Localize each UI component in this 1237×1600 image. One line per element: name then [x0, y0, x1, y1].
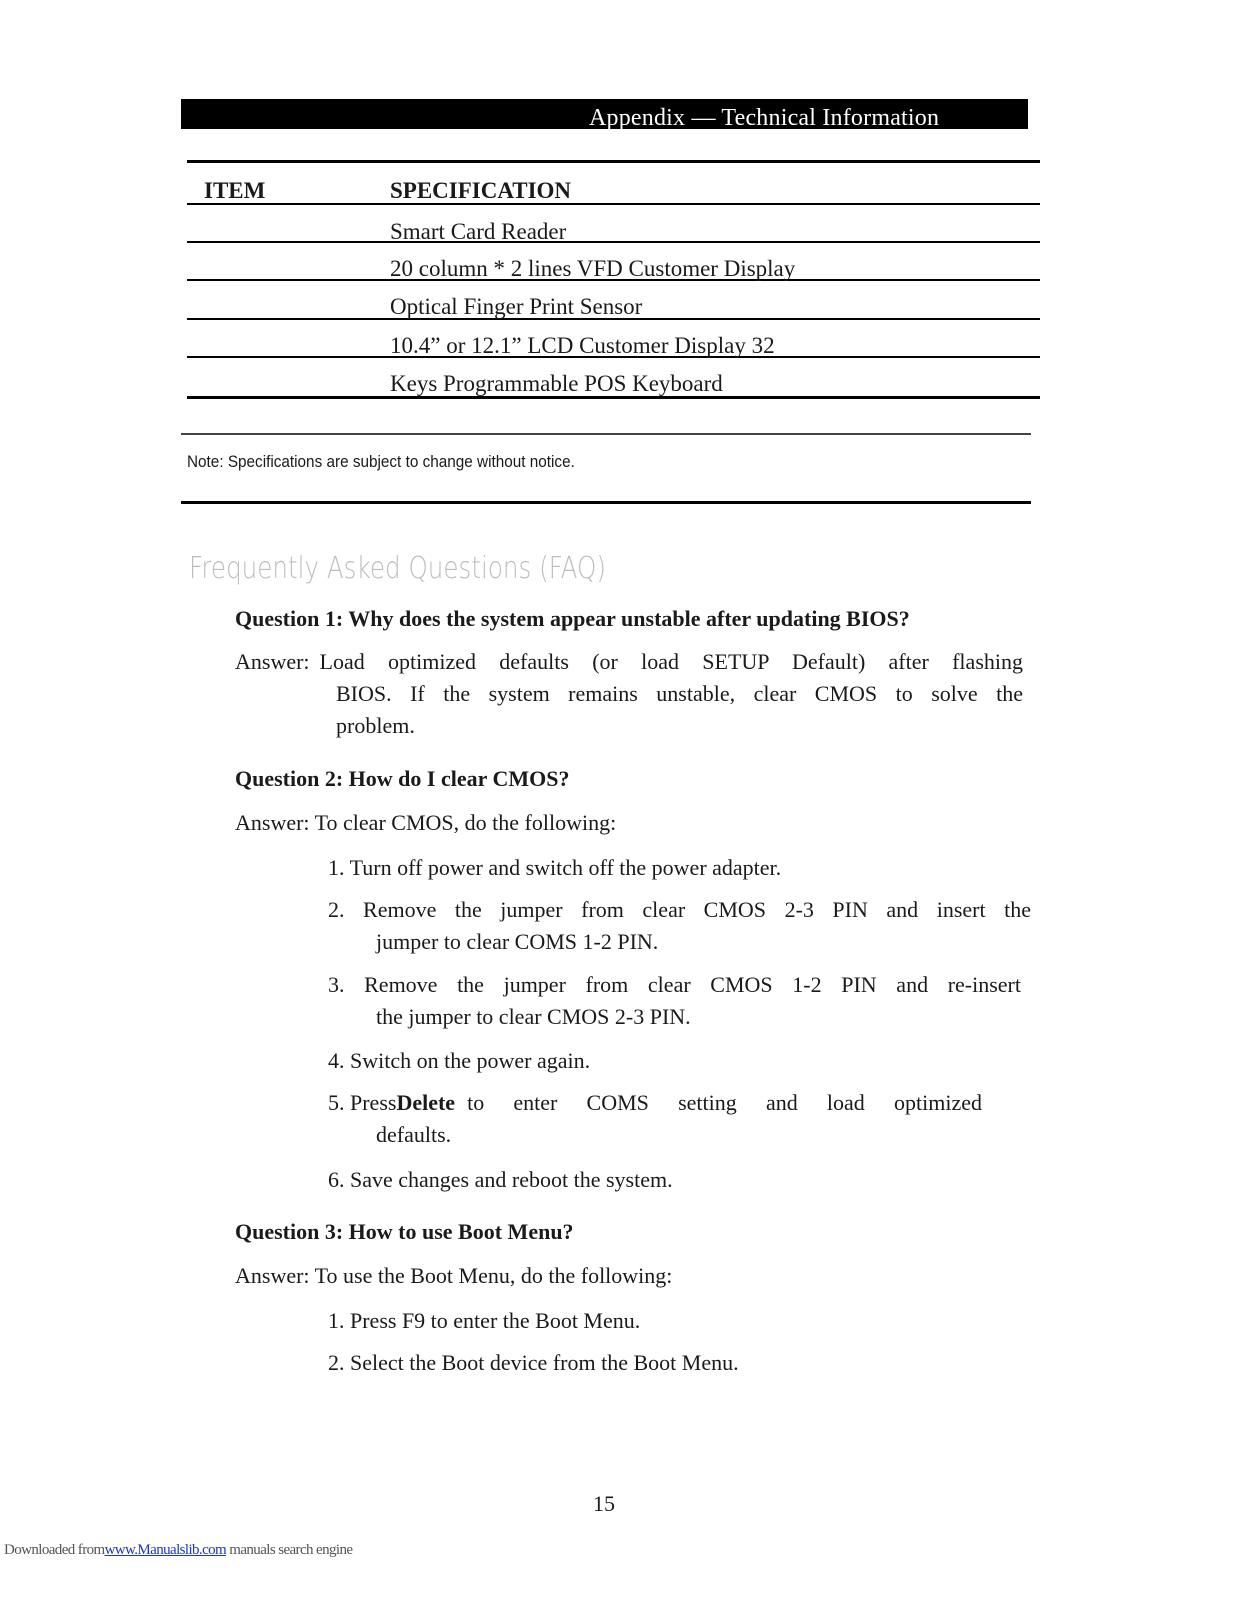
- step-text-cont: defaults.: [376, 1122, 452, 1147]
- list-item: [328, 969, 1021, 1033]
- table-header-rule: [187, 203, 1040, 205]
- step-text: 2. Remove the jumper from clear CMOS 2-3 PIN and insert the: [328, 897, 1031, 922]
- footer-prefix: Downloaded from: [4, 1542, 105, 1558]
- list-item: [328, 1164, 888, 1196]
- faq-heading: Frequently Asked Questions (FAQ): [189, 551, 606, 586]
- manualslib-link[interactable]: www.Manualslib.com: [104, 1542, 227, 1558]
- header-bar: [181, 99, 1028, 129]
- footer: [4, 1542, 352, 1559]
- spec-row: 10.4” or 12.1” LCD Customer Display 32: [390, 333, 775, 358]
- answer-1-line3: problem.: [336, 713, 415, 738]
- step-text-cont: the jumper to clear CMOS 2-3 PIN.: [376, 1004, 691, 1029]
- list-item: [328, 894, 1031, 958]
- delete-key-label: Delete: [396, 1090, 456, 1115]
- note-top-rule: [181, 433, 1031, 435]
- step-text: 1. Press F9 to enter the Boot Menu.: [328, 1308, 641, 1333]
- answer-1-line2: BIOS. If the system remains unstable, clear CMOS to solve the: [336, 681, 1023, 706]
- list-item: [328, 1347, 888, 1379]
- col-header-item: ITEM: [204, 178, 266, 203]
- step-text: to enter COMS setting and load optimized: [467, 1090, 982, 1115]
- answer-1: [235, 646, 1023, 742]
- step-text: 6. Save changes and reboot the system.: [328, 1167, 673, 1192]
- list-item: [328, 1045, 888, 1077]
- list-item: [328, 1087, 982, 1151]
- step-text-cont: jumper to clear COMS 1-2 PIN.: [376, 929, 659, 954]
- step-5-line: [328, 1087, 982, 1119]
- list-item: [328, 1305, 888, 1337]
- question-2: Question 2: How do I clear CMOS?: [235, 766, 570, 791]
- page-number: 15: [593, 1491, 615, 1516]
- header-title: Appendix — Technical Information: [589, 105, 940, 129]
- list-item: [328, 852, 888, 884]
- answer-3: Answer: To use the Boot Menu, do the following:: [235, 1263, 673, 1288]
- table-top-rule: [187, 160, 1040, 163]
- answer-1-prefix: Answer:: [235, 649, 310, 674]
- question-3: Question 3: How to use Boot Menu?: [235, 1219, 574, 1244]
- step-text: 3. Remove the jumper from clear CMOS 1-2 PIN and re-insert: [328, 972, 1021, 997]
- note-text: Note: Specifications are subject to change without notice.: [187, 452, 575, 471]
- note-bottom-rule: [181, 501, 1031, 504]
- step-text: 1. Turn off power and switch off the power adapter.: [328, 855, 782, 880]
- col-header-specification: SPECIFICATION: [390, 178, 572, 203]
- step-text: 2. Select the Boot device from the Boot Menu.: [328, 1350, 739, 1375]
- spec-row: 20 column * 2 lines VFD Customer Display: [390, 256, 796, 281]
- footer-suffix: manuals search engine: [229, 1542, 353, 1558]
- step-text: 4. Switch on the power again.: [328, 1048, 591, 1073]
- step-text: 5. Press: [328, 1090, 397, 1115]
- spec-row: Smart Card Reader: [390, 219, 567, 244]
- answer-2: Answer: To clear CMOS, do the following:: [235, 810, 617, 835]
- spec-row: Keys Programmable POS Keyboard: [390, 371, 723, 396]
- table-row-rule: [187, 241, 1040, 243]
- spec-row: Optical Finger Print Sensor: [390, 294, 643, 319]
- question-1: Question 1: Why does the system appear unstable after updating BIOS?: [235, 606, 910, 631]
- answer-1-line1: Load optimized defaults (or load SETUP Default) after flashing: [319, 649, 1023, 674]
